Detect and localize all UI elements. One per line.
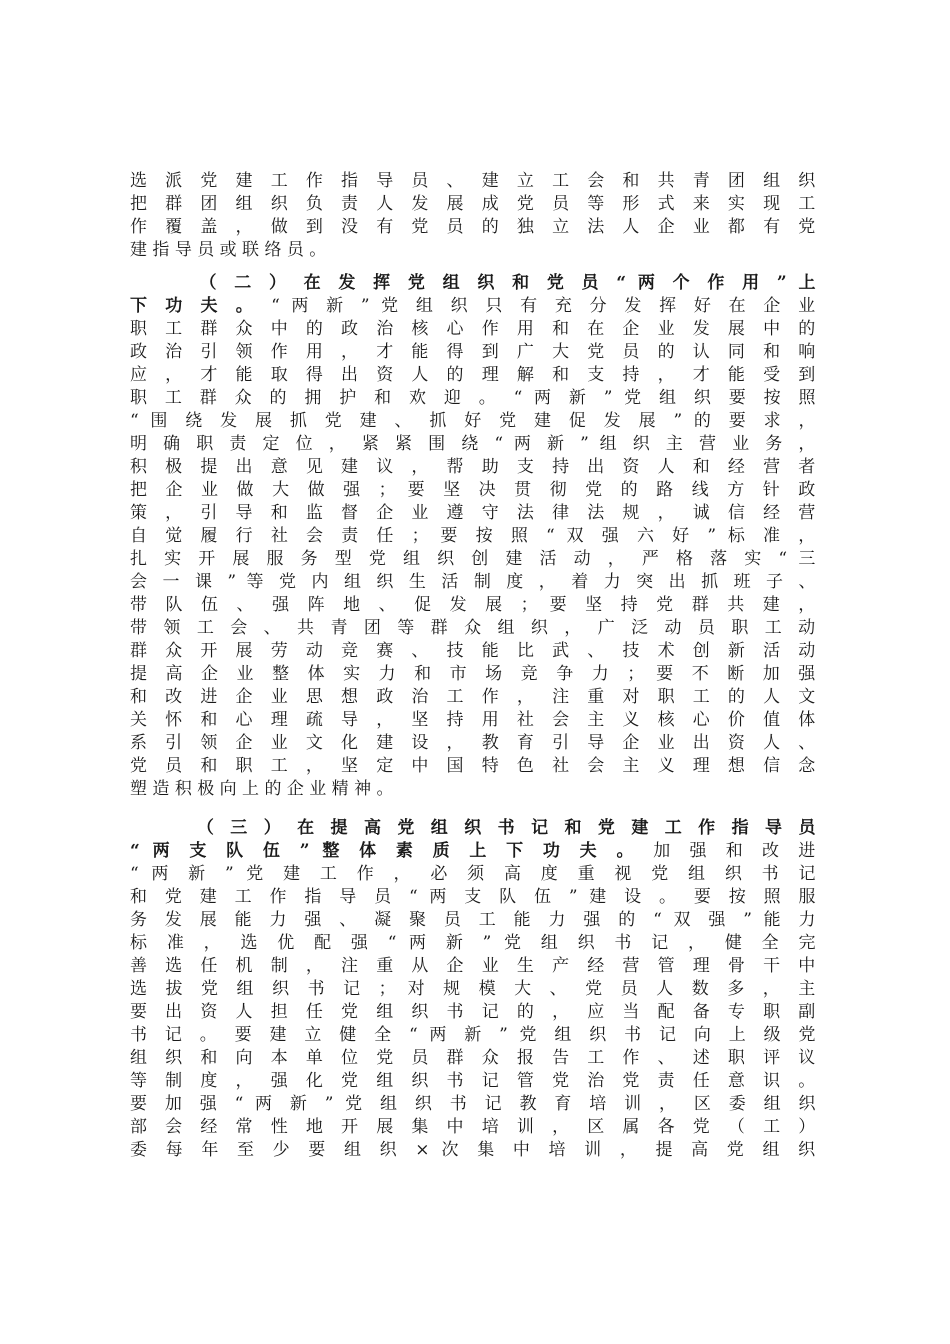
text-line	[130, 239, 815, 262]
text-line	[130, 1139, 815, 1162]
body-text: 书 记 。 要 建 立 健 全 “ 两 新 ” 党 组 织 书 记 向 上 级 党	[130, 1025, 816, 1045]
bold-heading-text: （ 三 ） 在 提 高 党 组 织 书 记 和 党 建 工 作 指 导 员	[196, 818, 816, 838]
text-line	[130, 295, 815, 318]
body-text: 部 会 经 常 性 地 开 展 集 中 培 训 ， 区 属 各 党 （ 工 ）	[130, 1117, 816, 1137]
text-line	[130, 479, 815, 502]
body-text: 群 众 开 展 劳 动 竞 赛 、 技 能 比 武 、 技 术 创 新 活 动	[130, 641, 816, 661]
text-line	[130, 433, 815, 456]
body-text: 建 指 导 员 或 联 络 员 。	[130, 240, 327, 260]
text-line	[130, 1093, 815, 1116]
body-text: 系 引 领 企 业 文 化 建 设 ， 教 育 引 导 企 业 出 资 人 、	[130, 733, 816, 753]
text-line	[130, 932, 815, 955]
text-line	[130, 1116, 815, 1139]
text-line	[130, 978, 815, 1001]
body-text: 积 极 提 出 意 见 建 议 ， 帮 助 支 持 出 资 人 和 经 营 者	[130, 457, 816, 477]
text-line	[130, 755, 815, 778]
body-text: 选 拔 党 组 织 书 记 ； 对 规 模 大 、 党 员 人 数 多 ， 主	[130, 979, 816, 999]
body-text: 加 强 和 改 进	[653, 841, 816, 861]
bold-heading-text: 下 功 夫 。	[130, 296, 259, 316]
text-line	[130, 594, 815, 617]
text-line	[130, 502, 815, 525]
text-line	[130, 617, 815, 640]
text-line	[130, 364, 815, 387]
body-text: 要 出 资 人 担 任 党 组 织 书 记 的 ， 应 当 配 备 专 职 副	[130, 1002, 816, 1022]
body-text: 标 准 ， 选 优 配 强 “ 两 新 ” 党 组 织 书 记 ， 健 全 完	[130, 933, 816, 953]
body-text: 作 覆 盖 ， 做 到 没 有 党 员 的 独 立 法 人 企 业 都 有 党	[130, 217, 816, 237]
text-line	[130, 1001, 815, 1024]
text-line	[130, 548, 815, 571]
text-line	[130, 640, 815, 663]
body-text: 组 织 和 向 本 单 位 党 员 群 众 报 告 工 作 、 述 职 评 议	[130, 1048, 816, 1068]
body-text: 自 觉 履 行 社 会 责 任 ； 要 按 照 “ 双 强 六 好 ” 标 准 ，	[130, 526, 816, 546]
text-line	[130, 778, 815, 801]
text-line	[130, 456, 815, 479]
text-line	[130, 387, 815, 410]
text-line	[130, 686, 815, 709]
text-line	[130, 193, 815, 216]
text-line	[130, 272, 815, 295]
text-line	[130, 1070, 815, 1093]
body-text: 选 派 党 建 工 作 指 导 员 、 建 立 工 会 和 共 青 团 组 织	[130, 171, 816, 191]
paragraph-section-3	[130, 817, 815, 1162]
text-line	[130, 886, 815, 909]
body-text: 带 队 伍 、 强 阵 地 、 促 发 展 ； 要 坚 持 党 群 共 建 ，	[130, 595, 816, 615]
body-text: 务 发 展 能 力 强 、 凝 聚 员 工 能 力 强 的 “ 双 强 ” 能 力	[130, 910, 816, 930]
body-text: 关 怀 和 心 理 疏 导 ， 坚 持 用 社 会 主 义 核 心 价 值 体	[130, 710, 816, 730]
bold-heading-text: （ 二 ） 在 发 挥 党 组 织 和 党 员 “ 两 个 作 用 ” 上	[199, 273, 816, 293]
body-text: “ 两 新 ” 党 组 织 只 有 充 分 发 挥 好 在 企 业	[271, 296, 816, 316]
body-text: 扎 实 开 展 服 务 型 党 组 织 创 建 活 动 ， 严 格 落 实 “ 三	[130, 549, 816, 569]
body-text: “ 两 新 ” 党 建 工 作 ， 必 须 高 度 重 视 党 组 织 书 记	[130, 864, 816, 884]
body-text: 策 ， 引 导 和 监 督 企 业 遵 守 法 律 法 规 ， 诚 信 经 营	[130, 503, 816, 523]
text-line	[130, 732, 815, 755]
body-text: 职 工 群 众 的 拥 护 和 欢 迎 。 “ 两 新 ” 党 组 织 要 按 照	[130, 388, 816, 408]
paragraph-1-continuation	[130, 170, 815, 262]
body-text: 委 每 年 至 少 要 组 织 × 次 集 中 培 训 ， 提 高 党 组 织	[130, 1140, 816, 1160]
bold-heading-text: “ 两 支 队 伍 ” 整 体 素 质 上 下 功 夫 。	[130, 841, 641, 861]
body-text: 善 选 任 机 制 ， 注 重 从 企 业 生 产 经 营 管 理 骨 干 中	[130, 956, 816, 976]
body-text: 职 工 群 众 中 的 政 治 核 心 作 用 和 在 企 业 发 展 中 的	[130, 319, 816, 339]
body-text: “ 围 绕 发 展 抓 党 建 、 抓 好 党 建 促 发 展 ” 的 要 求 ，	[130, 411, 816, 431]
text-line	[130, 817, 815, 840]
text-line	[130, 216, 815, 239]
text-line	[130, 840, 815, 863]
body-text: 会 一 课 ” 等 党 内 组 织 生 活 制 度 ， 着 力 突 出 抓 班 子 、	[130, 572, 816, 592]
text-line	[130, 410, 815, 433]
body-text: 把 企 业 做 大 做 强 ； 要 坚 决 贯 彻 党 的 路 线 方 针 政	[130, 480, 816, 500]
body-text: 明 确 职 责 定 位 ， 紧 紧 围 绕 “ 两 新 ” 组 织 主 营 业 务 ，	[130, 434, 816, 454]
body-text: 和 改 进 企 业 思 想 政 治 工 作 ， 注 重 对 职 工 的 人 文	[130, 687, 816, 707]
text-line	[130, 709, 815, 732]
text-line	[130, 318, 815, 341]
body-text: 塑 造 积 极 向 上 的 企 业 精 神 。	[130, 779, 394, 799]
body-text: 把 群 团 组 织 负 责 人 发 展 成 党 员 等 形 式 来 实 现 工	[130, 194, 816, 214]
text-line	[130, 909, 815, 932]
text-line	[130, 863, 815, 886]
text-line	[130, 525, 815, 548]
text-line	[130, 955, 815, 978]
body-text: 应 ， 才 能 取 得 出 资 人 的 理 解 和 支 持 ， 才 能 受 到	[130, 365, 816, 385]
paragraph-section-2	[130, 272, 815, 801]
body-text: 要 加 强 “ 两 新 ” 党 组 织 书 记 教 育 培 训 ， 区 委 组 织	[130, 1094, 816, 1114]
text-line	[130, 1024, 815, 1047]
text-line	[130, 341, 815, 364]
text-line	[130, 170, 815, 193]
body-text: 和 党 建 工 作 指 导 员 “ 两 支 队 伍 ” 建 设 。 要 按 照 服	[130, 887, 816, 907]
text-line	[130, 1047, 815, 1070]
body-text: 带 领 工 会 、 共 青 团 等 群 众 组 织 ， 广 泛 动 员 职 工 动	[130, 618, 816, 638]
text-line	[130, 663, 815, 686]
text-line	[130, 571, 815, 594]
body-text: 党 员 和 职 工 ， 坚 定 中 国 特 色 社 会 主 义 理 想 信 念	[130, 756, 816, 776]
body-text: 政 治 引 领 作 用 ， 才 能 得 到 广 大 党 员 的 认 同 和 响	[130, 342, 816, 362]
body-text: 提 高 企 业 整 体 实 力 和 市 场 竞 争 力 ； 要 不 断 加 强	[130, 664, 816, 684]
body-text: 等 制 度 ， 强 化 党 组 织 书 记 管 党 治 党 责 任 意 识 。	[130, 1071, 816, 1091]
